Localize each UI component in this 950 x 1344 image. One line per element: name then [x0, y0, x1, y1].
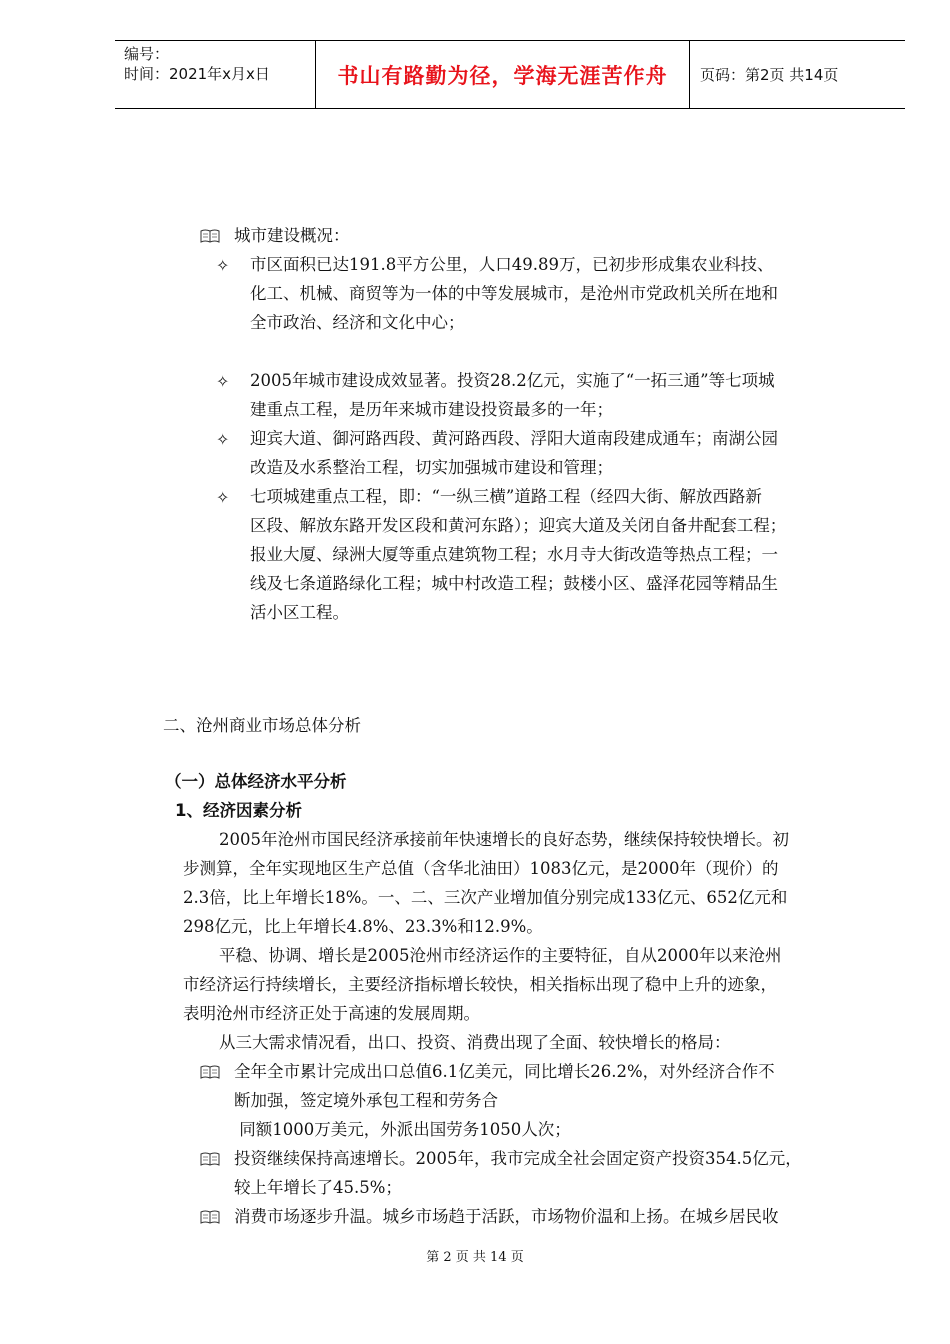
- city-item-2-line-1: 2005年城市建设成效显著。投资28.2亿元，实施了“一拓三通”等七项城: [250, 371, 775, 390]
- city-item-4-line-5: 活小区工程。: [250, 603, 349, 622]
- header-left-cell: [115, 41, 315, 108]
- city-item-4-line-1: 七项城建重点工程，即：“一纵三横”道路工程（经四大街、解放西路新: [250, 487, 762, 506]
- city-item-2-line-2: 建重点工程，是历年来城市建设投资最多的一年；: [250, 400, 613, 419]
- para-1-line-4: 298亿元，比上年增长4.8%、23.3%和12.9%。: [183, 917, 543, 936]
- page-header: [115, 40, 905, 109]
- city-item-3-line-2: 改造及水系整治工程，切实加强城市建设和管理；: [250, 458, 613, 477]
- city-item-3-line-1: 迎宾大道、御河路西段、黄河路西段、浮阳大道南段建成通车；南湖公园: [250, 429, 778, 448]
- para-1-line-2: 步测算，全年实现地区生产总值（含华北油田）1083亿元，是2000年（现价）的: [183, 859, 779, 878]
- diamond-bullet-icon: ✧: [216, 488, 230, 507]
- para-1-line-1: 2005年沧州市国民经济承接前年快速增长的良好态势，继续保持较快增长。初: [219, 830, 789, 849]
- city-overview-title: 城市建设概况：: [234, 226, 350, 245]
- book-icon: [200, 1210, 220, 1224]
- city-item-1-line-1: 市区面积已达191.8平方公里，人口49.89万，已初步形成集农业科技、: [250, 255, 774, 274]
- number-label: 编号：: [124, 45, 170, 63]
- para-3: 从三大需求情况看，出口、投资、消费出现了全面、较快增长的格局：: [219, 1033, 731, 1052]
- demand-item-2-line-2: 较上年增长了45.5%；: [234, 1178, 402, 1197]
- subsection-heading: （一）总体经济水平分析: [165, 772, 347, 791]
- motto: 书山有路勤为径，学海无涯苦作舟: [337, 62, 668, 88]
- demand-item-1-line-3: 同额1000万美元，外派出国劳务1050人次；: [234, 1120, 571, 1139]
- book-icon: [200, 1065, 220, 1079]
- city-item-1-line-2: 化工、机械、商贸等为一体的中等发展城市，是沧州市党政机关所在地和: [250, 284, 778, 303]
- demand-item-3-line-1: 消费市场逐步升温。城乡市场趋于活跃，市场物价温和上扬。在城乡居民收: [234, 1207, 779, 1226]
- para-2-line-3: 表明沧州市经济正处于高速的发展周期。: [183, 1004, 480, 1023]
- city-item-4-line-2: 区段、解放东路开发区段和黄河东路）；迎宾大道及关闭自备井配套工程；: [250, 516, 787, 535]
- demand-item-2-line-1: 投资继续保持高速增长。2005年，我市完成全社会固定资产投资354.5亿元，: [234, 1149, 802, 1168]
- header-right-cell: [690, 41, 905, 108]
- diamond-bullet-icon: ✧: [216, 430, 230, 449]
- city-item-1-line-3: 全市政治、经济和文化中心；: [250, 313, 465, 332]
- city-item-4-line-3: 报业大厦、绿洲大厦等重点建筑物工程；水月寺大街改造等热点工程；一: [250, 545, 778, 564]
- demand-item-1-line-1: 全年全市累计完成出口总值6.1亿美元，同比增长26.2%，对外经济合作不: [234, 1062, 775, 1081]
- para-2-line-2: 市经济运行持续增长，主要经济指标增长较快，相关指标出现了稳中上升的迹象，: [183, 975, 777, 994]
- time-label: 时间：2021年x月x日: [124, 65, 270, 83]
- subsubsection-heading: 1、经济因素分析: [175, 801, 302, 820]
- diamond-bullet-icon: ✧: [216, 372, 230, 391]
- para-1-line-3: 2.3倍，比上年增长18%。一、二、三次产业增加值分别完成133亿元、652亿元和: [183, 888, 788, 907]
- section-heading: 二、沧州商业市场总体分析: [163, 716, 361, 735]
- page-label: 页码：第2页 共14页: [700, 66, 839, 84]
- para-2-line-1: 平稳、协调、增长是2005沧州市经济运作的主要特征，自从2000年以来沧州: [219, 946, 782, 965]
- book-icon: [200, 229, 220, 243]
- city-item-4-line-4: 线及七条道路绿化工程；城中村改造工程；鼓楼小区、盛泽花园等精品生: [250, 574, 778, 593]
- diamond-bullet-icon: ✧: [216, 256, 230, 275]
- book-icon: [200, 1152, 220, 1166]
- demand-item-1-line-2: 断加强，签定境外承包工程和劳务合: [234, 1091, 498, 1110]
- page-footer: 第 2 页 共 14 页: [426, 1250, 524, 1265]
- header-motto-cell: [315, 41, 690, 108]
